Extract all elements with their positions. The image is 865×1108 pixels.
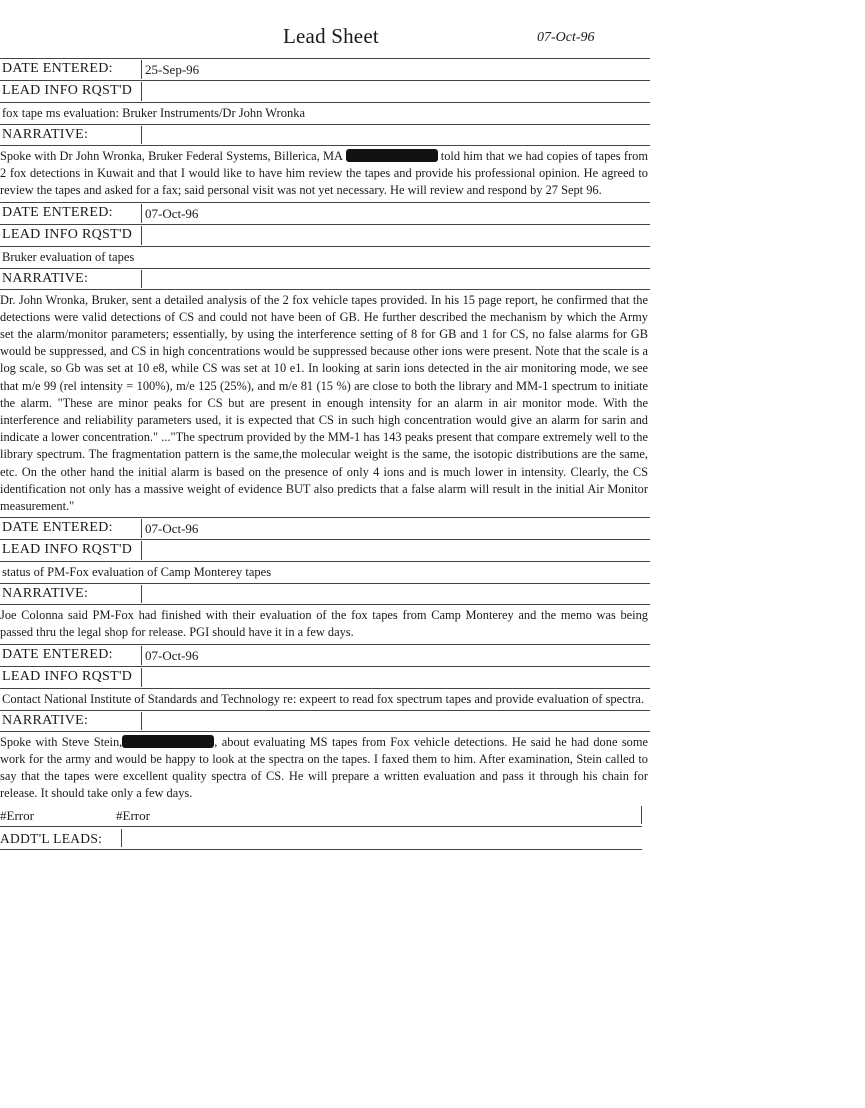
lead-info-row <box>0 81 650 102</box>
narrative-text <box>0 146 650 202</box>
lead-info-row <box>0 225 650 246</box>
error-row <box>0 804 642 827</box>
lead-subject: fox tape ms evaluation: Bruker Instruments/Dr John Wronka <box>2 106 306 120</box>
column-divider <box>141 585 142 603</box>
date-entered-label: DATE ENTERED: <box>2 204 113 220</box>
date-entered-value: 07-Oct-96 <box>145 205 199 221</box>
column-divider <box>141 712 142 730</box>
column-divider <box>121 829 122 847</box>
date-entered-label: DATE ENTERED: <box>2 61 113 76</box>
narrative-text-part: Spoke with Dr John Wronka, Bruker Federal Systems, Billerica, MA <box>0 149 343 163</box>
additional-leads-row <box>0 827 642 850</box>
column-divider <box>141 60 142 79</box>
error-field: #Error <box>0 808 34 824</box>
date-entered-value: 07-Oct-96 <box>145 647 199 663</box>
lead-info-label: LEAD INFO RQST'D <box>2 83 133 98</box>
narrative-row <box>0 269 650 289</box>
narrative-row <box>0 584 650 604</box>
lead-info-label: LEAD INFO RQST'D <box>2 226 133 242</box>
narrative-label: NARRATIVE: <box>2 586 89 602</box>
column-divider <box>141 668 142 687</box>
page-header <box>0 24 865 54</box>
redaction-block <box>346 149 438 162</box>
redaction-block <box>122 735 214 748</box>
column-divider <box>141 226 142 245</box>
lead-entry <box>0 517 650 643</box>
narrative-text-part: , about evaluating MS tapes from Fox vehicle detections. He said he had done some work for the army and would be happy to look at the spectra on the tapes. I faxed them to him. After examination, Stein called to say that the tapes were excellent quality spectra of CS. He will prepare a written evaluation and pass it through his chain for release. It should take only a few days. <box>0 734 648 801</box>
narrative-text: Joe Colonna said PM-Fox had finished with their evaluation of the fox tapes from Camp Monterey and the memo was being passed thru the legal shop for release. PGI should have it in a few days. <box>0 608 648 640</box>
additional-leads-label: ADDT'L LEADS: <box>0 831 103 847</box>
narrative-text-part: Spoke with Steve Stein, <box>0 734 123 749</box>
column-divider <box>141 541 142 560</box>
lead-subject: status of PM-Fox evaluation of Camp Monterey tapes <box>2 565 272 580</box>
narrative-text <box>0 732 650 805</box>
column-divider <box>141 270 142 288</box>
lead-info-row <box>0 667 650 688</box>
date-entered-row <box>0 518 650 539</box>
narrative-text: Dr. John Wronka, Bruker, sent a detailed analysis of the 2 fox vehicle tapes provided. In his 15 page report, he confirmed that the detections were valid detections of CS and could not have been of GB. He further described the mechanism by which the Army set the alarm/monitor parameters; essentially, by using the interference setting of 8 for GB and 1 for CS, no false alarms for GB would be suppressed, and CS in high concentrations would be suppressed because other ions were present. Note that the scale is a log scale, so Gb was set at 10 e8, while CS was set at 10 e1. In looking at sarin ions detected in the air monitoring mode, we see that m/e 99 (rel intensity = 100%), m/e 125 (25%), and m/e 81 (15 %) are close to both the library and MM-1 spectrum to initiate the alarm. "These are minor peaks for CS but are present in enough intensity for an alarm in air monitor mode. With the interference and reliability parameters used, it is expected that CS in such high concentration would give an alarm for sarin and indicate a lower concentration." ..."The spectrum provided by the MM-1 has 143 peaks present that compare extremely well to the library spectrum. The fragmentation pattern is the same,the molecular weight is the same, the isotopic distributions are the same, etc. On the other hand the initial alarm is based on the presence of only 4 ions and is much lower in intensity. Clearly, the CS identification not only has a massive weight of evidence BUT also predicts that a false alarm will result in the initial Air Monitor measurement." <box>0 292 648 514</box>
column-divider <box>141 204 142 223</box>
error-field: #Error <box>116 808 150 824</box>
lead-entry <box>0 58 650 202</box>
lead-info-label: LEAD INFO RQST'D <box>2 668 133 684</box>
narrative-text-part: told him that we had copies of tapes from 2 fox detections in Kuwait and that I would like to have him review the tapes and provide his professional opinion. He agreed to review the tapes and asked for a fax; said personal visit was not yet necessary. He will review and respond by 27 Sept 96. <box>0 149 648 198</box>
lead-entries <box>0 58 650 850</box>
column-divider <box>141 519 142 538</box>
date-entered-row <box>0 645 650 666</box>
lead-info-row <box>0 540 650 561</box>
narrative-row <box>0 711 650 731</box>
lead-entry <box>0 644 650 805</box>
date-entered-row <box>0 203 650 224</box>
date-entered-label: DATE ENTERED: <box>2 646 113 662</box>
column-divider <box>141 82 142 101</box>
date-entered-row <box>0 59 650 80</box>
date-entered-value: 25-Sep-96 <box>145 62 200 77</box>
date-entered-value: 07-Oct-96 <box>145 521 199 537</box>
column-divider <box>141 126 142 144</box>
page-title: Lead Sheet <box>283 24 379 48</box>
narrative-row <box>0 125 650 145</box>
column-divider <box>141 646 142 665</box>
lead-subject: Contact National Institute of Standards and Technology re: expeert to read fox spectrum tapes and provide evaluation of spectra. <box>2 691 645 706</box>
lead-info-label: LEAD INFO RQST'D <box>2 542 133 558</box>
lead-entry <box>0 202 650 518</box>
narrative-label: NARRATIVE: <box>2 127 89 142</box>
header-date: 07-Oct-96 <box>537 30 595 45</box>
narrative-label: NARRATIVE: <box>2 270 89 286</box>
date-entered-label: DATE ENTERED: <box>2 520 113 536</box>
column-divider <box>641 806 642 824</box>
narrative-label: NARRATIVE: <box>2 712 89 728</box>
lead-subject: Bruker evaluation of tapes <box>2 249 135 264</box>
